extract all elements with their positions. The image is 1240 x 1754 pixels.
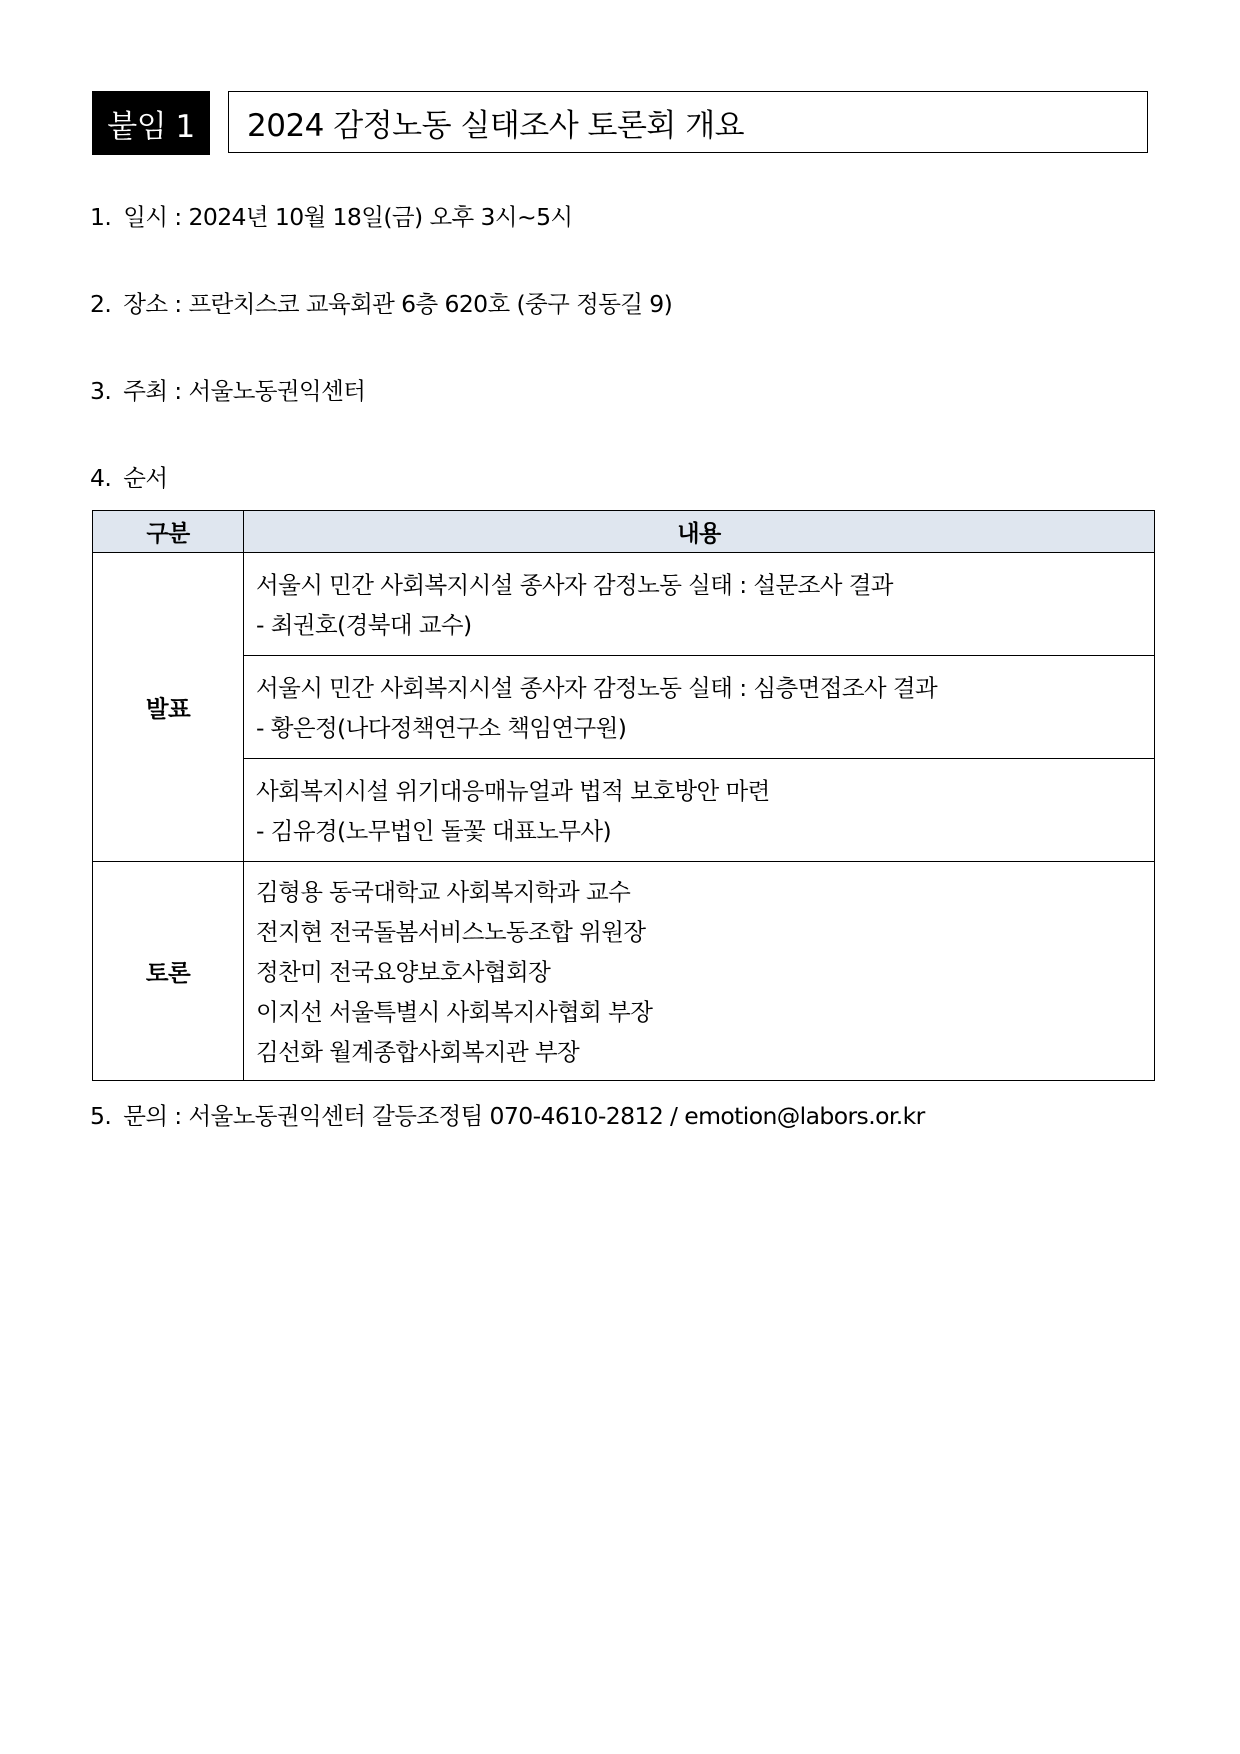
presentation-title: 서울시 민간 사회복지시설 종사자 감정노동 실태 : 설문조사 결과 (256, 571, 893, 599)
item-order (90, 459, 167, 493)
category-presentation: 발표 (93, 553, 244, 862)
panelist: 김선화 월계종합사회복지관 부장 (256, 1038, 580, 1066)
order-text: 순서 (123, 464, 168, 492)
panelist: 김형용 동국대학교 사회복지학과 교수 (256, 878, 631, 906)
discussion-cell (244, 862, 1155, 1081)
panelist: 이지선 서울특별시 사회복지사협회 부장 (256, 998, 653, 1026)
item-date (90, 198, 573, 232)
presentation-title: 서울시 민간 사회복지시설 종사자 감정노동 실태 : 심층면접조사 결과 (256, 674, 938, 702)
column-header-content: 내용 (244, 511, 1155, 553)
presentation-cell (244, 553, 1155, 656)
attachment-tag: 붙임 1 (92, 91, 210, 155)
table-row (93, 759, 1155, 862)
category-discussion: 토론 (93, 862, 244, 1081)
item-number: 1. (90, 203, 112, 231)
host-text: 주최 : 서울노동권익센터 (123, 377, 366, 405)
table-header-row (93, 511, 1155, 553)
presenter-name: - 최권호(경북대 교수) (256, 611, 472, 639)
presentation-cell (244, 656, 1155, 759)
contact-text: 문의 : 서울노동권익센터 갈등조정팀 070-4610-2812 / emotion@labors.or.kr (123, 1102, 925, 1130)
item-number: 3. (90, 377, 112, 405)
page-title: 2024 감정노동 실태조사 토론회 개요 (228, 91, 1148, 153)
panelist: 전지현 전국돌봄서비스노동조합 위원장 (256, 918, 646, 946)
date-text: 일시 : 2024년 10월 18일(금) 오후 3시~5시 (123, 203, 573, 231)
presenter-name: - 황은정(나다정책연구소 책임연구원) (256, 714, 627, 742)
presentation-cell (244, 759, 1155, 862)
item-number: 4. (90, 464, 112, 492)
item-number: 2. (90, 290, 112, 318)
place-text: 장소 : 프란치스코 교육회관 6층 620호 (중구 정동길 9) (123, 290, 673, 318)
attachment-header (92, 91, 1148, 155)
table-row (93, 656, 1155, 759)
item-contact (90, 1097, 925, 1131)
presentation-title: 사회복지시설 위기대응매뉴얼과 법적 보호방안 마련 (256, 777, 770, 805)
item-number: 5. (90, 1102, 112, 1130)
item-host (90, 372, 365, 406)
column-header-category: 구분 (93, 511, 244, 553)
presenter-name: - 김유경(노무법인 돌꽃 대표노무사) (256, 817, 612, 845)
table-row (93, 862, 1155, 1081)
schedule-table (92, 510, 1155, 1081)
table-row (93, 553, 1155, 656)
panelist: 정찬미 전국요양보호사협회장 (256, 958, 551, 986)
item-place (90, 285, 672, 319)
